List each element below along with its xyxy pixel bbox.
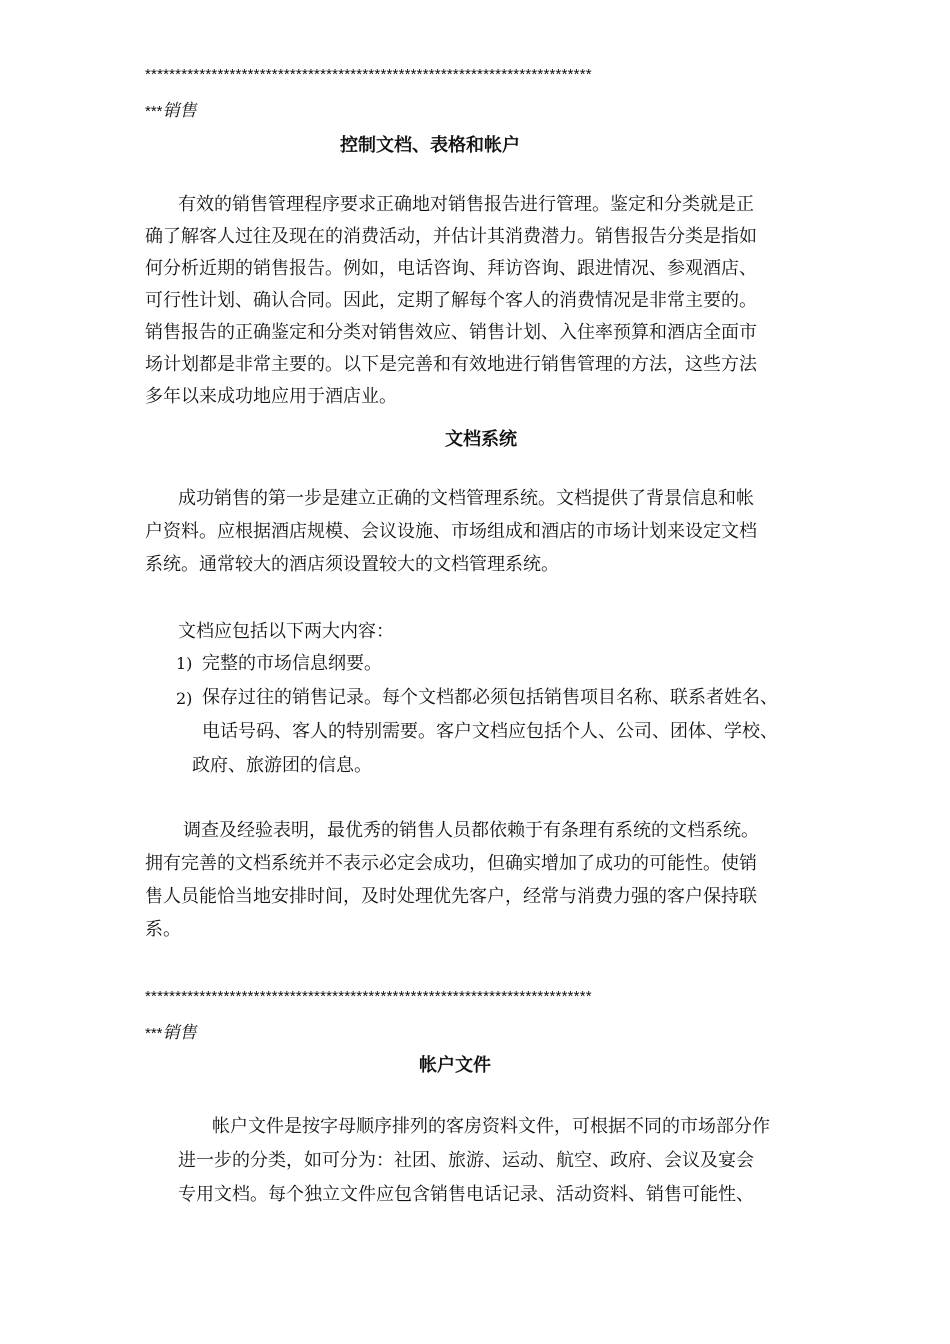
paragraph-line: 专用文档。每个独立文件应包含销售电话记录、活动资料、销售可能性、 [178, 1184, 754, 1205]
paragraph-line: 系。 [145, 919, 181, 940]
list-number: 2) [176, 689, 193, 708]
section-tag [145, 1018, 197, 1043]
paragraph-line: 多年以来成功地应用于酒店业。 [145, 386, 397, 407]
star-separator: ************************************************************************** [145, 988, 592, 1005]
section-subtitle: 文档系统 [445, 429, 517, 450]
section-title: 帐户文件 [419, 1055, 491, 1076]
paragraph-line: 何分析近期的销售报告。例如，电话咨询、拜访咨询、跟进情况、参观酒店、 [145, 258, 757, 279]
star-separator: ************************************************************************** [145, 66, 592, 83]
list-item: 政府、旅游团的信息。 [192, 755, 372, 776]
paragraph-line: 户资料。应根据酒店规模、会议设施、市场组成和酒店的市场计划来设定文档 [145, 521, 757, 542]
paragraph-line: 帐户文件是按字母顺序排列的客房资料文件，可根据不同的市场部分作 [212, 1116, 770, 1137]
list-number: 1) [176, 654, 193, 673]
list-item: 完整的市场信息纲要。 [202, 653, 382, 674]
tag-label: 销售 [162, 1023, 197, 1043]
list-item: 保存过往的销售记录。每个文档都必须包括销售项目名称、联系者姓名、 [202, 687, 778, 708]
tag-stars: *** [145, 103, 163, 120]
paragraph-line: 文档应包括以下两大内容： [178, 621, 394, 642]
paragraph-line: 可行性计划、确认合同。因此，定期了解每个客人的消费情况是非常主要的。 [145, 290, 757, 311]
paragraph-line: 成功销售的第一步是建立正确的文档管理系统。文档提供了背景信息和帐 [178, 488, 754, 509]
paragraph-line: 确了解客人过往及现在的消费活动，并估计其消费潜力。销售报告分类是指如 [145, 226, 757, 247]
paragraph-line: 场计划都是非常主要的。以下是完善和有效地进行销售管理的方法，这些方法 [145, 354, 757, 375]
paragraph-line: 拥有完善的文档系统并不表示必定会成功，但确实增加了成功的可能性。使销 [145, 853, 757, 874]
section-title: 控制文档、表格和帐户 [340, 135, 520, 156]
tag-label: 销售 [162, 101, 197, 121]
list-item: 电话号码、客人的特别需要。客户文档应包括个人、公司、团体、学校、 [202, 721, 778, 742]
paragraph-line: 销售报告的正确鉴定和分类对销售效应、销售计划、入住率预算和酒店全面市 [145, 322, 757, 343]
paragraph-line: 进一步的分类，如可分为：社团、旅游、运动、航空、政府、会议及宴会 [178, 1150, 754, 1171]
paragraph-line: 有效的销售管理程序要求正确地对销售报告进行管理。鉴定和分类就是正 [178, 194, 754, 215]
section-tag [145, 96, 197, 121]
paragraph-line: 售人员能恰当地安排时间，及时处理优先客户，经常与消费力强的客户保持联 [145, 886, 757, 907]
paragraph-line: 调查及经验表明，最优秀的销售人员都依赖于有条理有系统的文档系统。 [183, 820, 759, 841]
paragraph-line: 系统。通常较大的酒店须设置较大的文档管理系统。 [145, 554, 559, 575]
tag-stars: *** [145, 1025, 163, 1042]
